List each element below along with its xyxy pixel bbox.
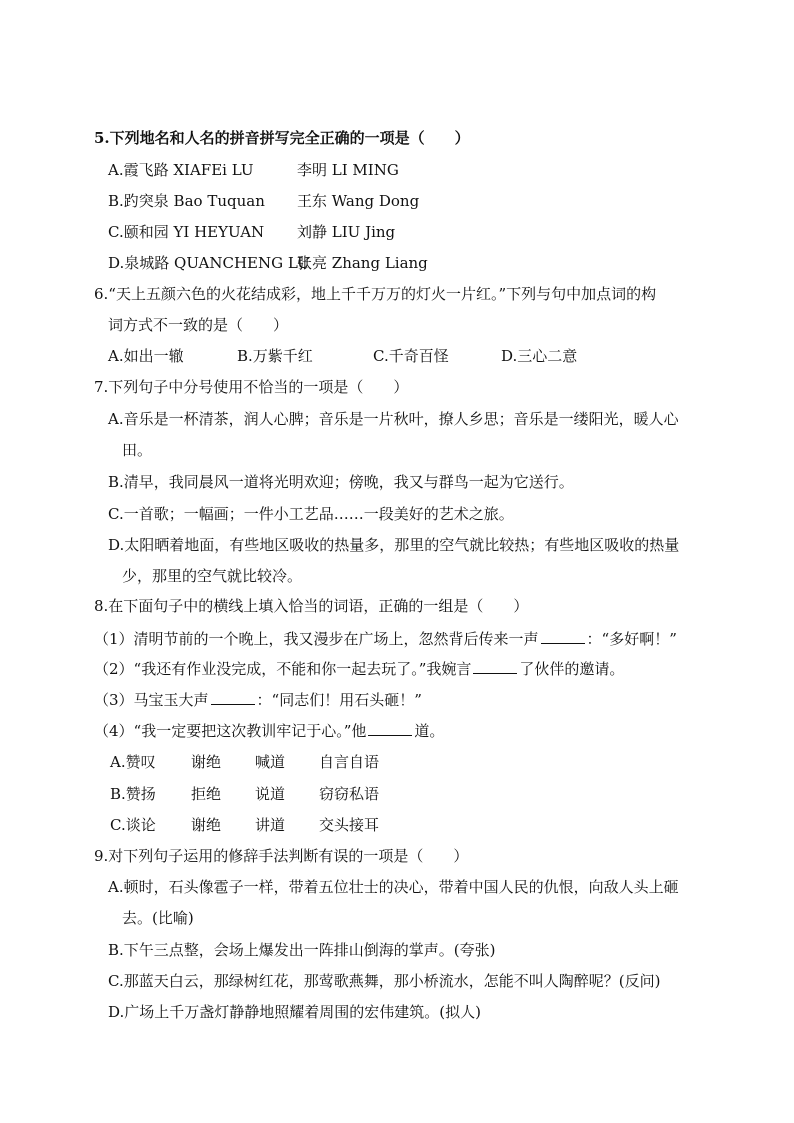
q5-option-b-place: B.趵突泉 Bao Tuquan <box>108 192 265 210</box>
q6-option-c: C.千奇百怪 <box>373 347 449 365</box>
q8-s3-after: ：“同志们！用石头砸！” <box>256 691 422 709</box>
q9-option-d: D.广场上千万盏灯静静地照耀着周围的宏伟建筑。(拟人) <box>108 1003 481 1021</box>
q5-option-d-person: 张亮 Zhang Liang <box>297 254 428 272</box>
q9-stem: 9.对下列句子运用的修辞手法判断有误的一项是（ ） <box>94 847 469 865</box>
q7-option-d-line1: D.太阳晒着地面，有些地区吸收的热量多，那里的空气就比较热；有些地区吸收的热量 <box>108 536 680 554</box>
q8-option-b-4: 窃窃私语 <box>319 785 380 803</box>
q8-option-c-2: 谢绝 <box>191 816 222 834</box>
q5-option-a-place: A.霞飞路 XIAFEi LU <box>108 161 254 179</box>
q9-option-a-line1: A.顿时，石头像雹子一样，带着五位壮士的决心，带着中国人民的仇恨，向敌人头上砸 <box>108 878 679 896</box>
q6-option-b: B.万紫千红 <box>237 347 313 365</box>
q8-option-b-2: 拒绝 <box>191 785 222 803</box>
q7-option-a-line2: 田。 <box>122 441 153 459</box>
q8-s1-blank <box>541 629 585 644</box>
q7-option-a-line1: A.音乐是一杯清茶，润人心脾；音乐是一片秋叶，撩人乡思；音乐是一缕阳光，暖人心 <box>108 410 679 428</box>
q8-option-a-4: 自言自语 <box>319 753 380 771</box>
q6-stem-line1: 6.“天上五颜六色的火花结成彩，地上千千万万的灯火一片红。”下列与句中加点词的构 <box>94 285 657 303</box>
q8-sentence-2 <box>94 659 624 679</box>
q9-option-c: C.那蓝天白云，那绿树红花，那莺歌燕舞，那小桥流水，怎能不叫人陶醉呢？(反问) <box>108 972 661 990</box>
q8-option-a-1: A.赞叹 <box>110 753 156 771</box>
q8-s4-blank <box>368 721 412 736</box>
q6-option-a: A.如出一辙 <box>108 347 184 365</box>
q8-option-a-2: 谢绝 <box>191 753 222 771</box>
q8-s2-before: （2）“我还有作业没完成，不能和你一起去玩了。”我婉言 <box>94 660 472 678</box>
q5-stem: 5.下列地名和人名的拼音拼写完全正确的一项是（ ） <box>94 129 470 147</box>
q7-option-b: B.清早，我同晨风一道将光明欢迎；傍晚，我又与群鸟一起为它送行。 <box>108 473 574 491</box>
q8-sentence-1 <box>94 629 677 649</box>
q8-stem: 8.在下面句子中的横线上填入恰当的词语，正确的一组是（ ） <box>94 597 529 615</box>
q8-s4-before: （4）“我一定要把这次教训牢记于心。”他 <box>94 722 367 740</box>
q9-option-a-line2: 去。(比喻) <box>122 909 194 927</box>
q8-sentence-3 <box>94 690 422 710</box>
q5-option-c-person: 刘静 LIU Jing <box>297 223 396 241</box>
q8-s2-blank <box>473 659 517 674</box>
q8-s4-after: 道。 <box>414 722 445 740</box>
q8-option-c-3: 讲道 <box>255 816 286 834</box>
q8-s3-before: （3）马宝玉大声 <box>94 691 209 709</box>
q7-stem: 7.下列句子中分号使用不恰当的一项是（ ） <box>94 378 409 396</box>
q5-option-b-person: 王东 Wang Dong <box>297 192 420 210</box>
q7-option-c: C.一首歌；一幅画；一件小工艺品……一段美好的艺术之旅。 <box>108 505 514 523</box>
q8-sentence-4 <box>94 721 444 741</box>
q8-s3-blank <box>211 690 255 705</box>
q5-option-c-place: C.颐和园 YI HEYUAN <box>108 223 265 241</box>
q8-option-a-3: 喊道 <box>255 753 286 771</box>
q5-option-d-place: D.泉城路 QUANCHENG LU <box>108 254 310 272</box>
q7-option-d-line2: 少，那里的空气就比较冷。 <box>122 567 303 585</box>
q8-option-b-1: B.赞扬 <box>110 785 156 803</box>
q8-option-c-1: C.谈论 <box>110 816 156 834</box>
q8-option-b-3: 说道 <box>255 785 286 803</box>
q8-s1-before: （1）清明节前的一个晚上，我又漫步在广场上，忽然背后传来一声 <box>94 630 539 648</box>
q8-s2-after: 了伙伴的邀请。 <box>519 660 625 678</box>
q6-option-d: D.三心二意 <box>501 347 578 365</box>
q9-option-b: B.下午三点整，会场上爆发出一阵排山倒海的掌声。(夸张) <box>108 941 496 959</box>
q5-option-a-person: 李明 LI MING <box>297 161 399 179</box>
q8-option-c-4: 交头接耳 <box>319 816 380 834</box>
q8-s1-after: ：“多好啊！” <box>586 630 677 648</box>
q6-stem-line2: 词方式不一致的是（ ） <box>108 316 289 334</box>
